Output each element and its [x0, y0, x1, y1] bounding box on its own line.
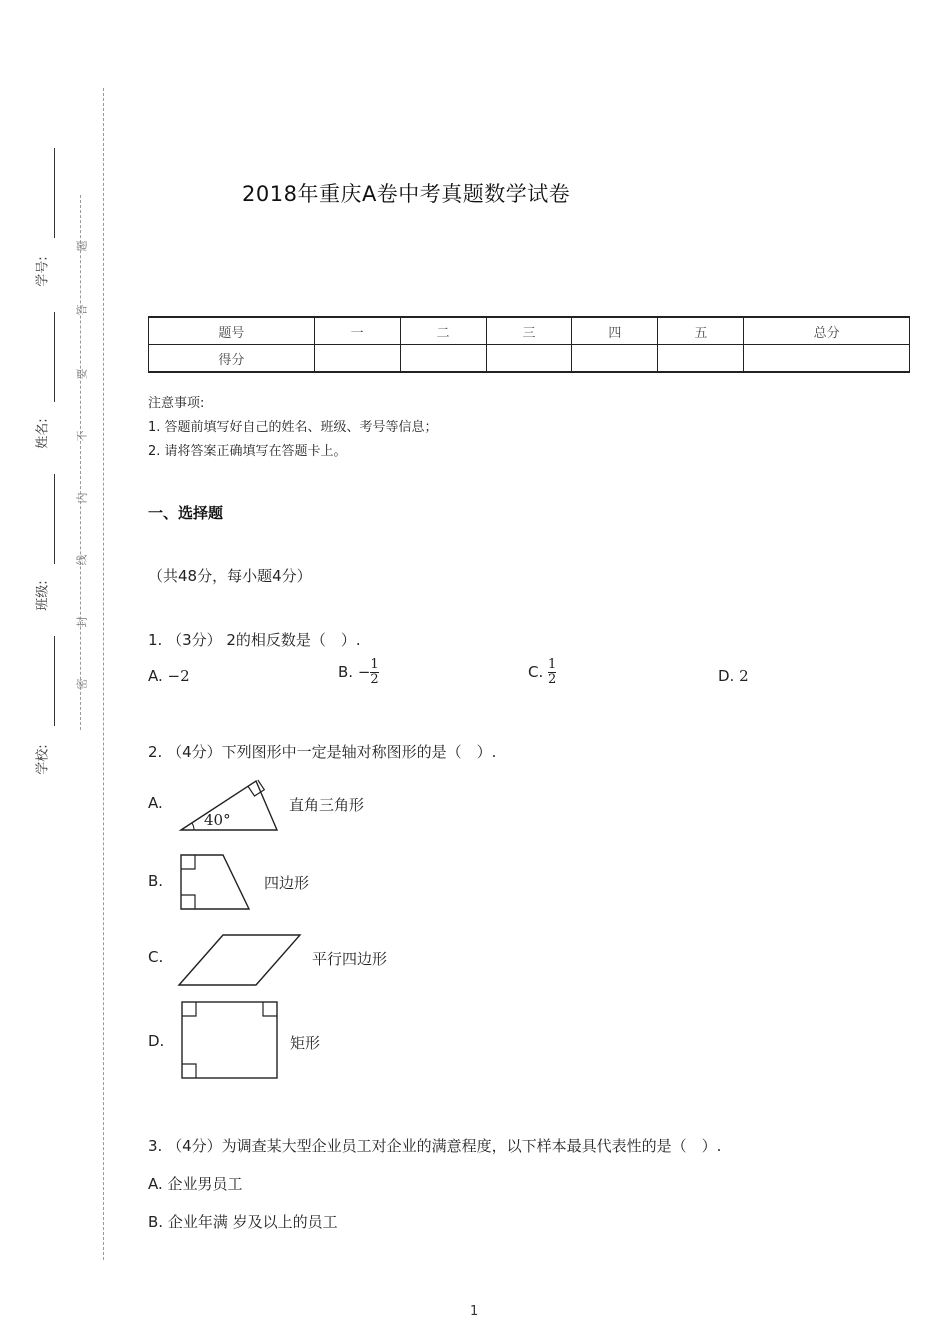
class-label: 班级: [35, 580, 51, 611]
q2-option-b-label: B. [148, 872, 164, 890]
school-underline [54, 636, 55, 726]
score-cell [744, 345, 910, 373]
q1-option-a-label: A. [148, 667, 163, 685]
question-3-stem: 3. （4分）为调查某大型企业员工对企业的满意程度，以下样本最具代表性的是（ ）. [148, 1137, 722, 1155]
seal-char: 封 [75, 616, 89, 628]
notes-item: 2. 请将答案正确填写在答题卡上。 [148, 444, 347, 459]
score-table-header: 二 [400, 317, 486, 345]
score-table-header: 题号 [149, 317, 315, 345]
angle-label: 40° [204, 811, 231, 829]
q3-option-a: A. 企业男员工 [148, 1175, 243, 1193]
score-table-header: 四 [572, 317, 658, 345]
seal-char: 不 [75, 430, 89, 442]
fraction-numerator: 1 [548, 657, 557, 672]
score-table-header: 五 [658, 317, 744, 345]
q2-option-a-text: 直角三角形 [289, 796, 365, 814]
score-table-header: 一 [314, 317, 400, 345]
score-cell [314, 345, 400, 373]
q3-option-b: B. 企业年满 岁及以上的员工 [148, 1213, 338, 1231]
seal-char: 要 [75, 368, 89, 380]
seal-char: 答 [75, 304, 89, 316]
seal-char: 内 [75, 492, 89, 504]
q1-option-c-fraction [548, 658, 556, 687]
q2-option-d-label: D. [148, 1032, 165, 1050]
score-cell [400, 345, 486, 373]
q1-option-c-label: C. [528, 663, 544, 681]
q1-option-b-sign: − [357, 663, 371, 681]
score-cell [658, 345, 744, 373]
name-underline [54, 312, 55, 402]
notes-item: 1. 答题前填写好自己的姓名、班级、考号等信息； [148, 420, 438, 435]
fraction-denominator: 2 [370, 672, 379, 687]
seal-char: 密 [75, 678, 89, 690]
q1-option-d-label: D. [718, 667, 735, 685]
question-2-stem: 2. （4分）下列图形中一定是轴对称图形的是（ ）. [148, 743, 497, 761]
question-1-stem: 1. （3分） 2的相反数是（ ）. [148, 631, 361, 649]
score-cell [572, 345, 658, 373]
seal-char: 题 [75, 240, 89, 252]
name-label: 姓名: [35, 418, 51, 449]
score-table-header-row [149, 317, 910, 345]
quadrilateral-figure [178, 852, 254, 912]
q1-option-b-fraction [370, 658, 378, 687]
seal-char: 线 [75, 554, 89, 566]
fraction-denominator: 2 [548, 672, 557, 687]
q1-option-d-value: 2 [739, 667, 749, 685]
rectangle-figure [179, 999, 281, 1081]
page-number: 1 [470, 1304, 479, 1319]
fraction-numerator: 1 [370, 657, 379, 672]
q2-option-b-text: 四边形 [264, 874, 310, 892]
score-table [148, 316, 910, 373]
section-title: 一、选择题 [148, 504, 224, 522]
q2-option-c-label: C. [148, 948, 164, 966]
student-id-label: 学号: [35, 256, 51, 287]
q2-option-a-label: A. [148, 794, 163, 812]
q1-option-a-value: −2 [167, 667, 190, 685]
q2-option-d-text: 矩形 [290, 1034, 321, 1052]
school-label: 学校: [35, 744, 51, 775]
page-title: 2018年重庆A卷中考真题数学试卷 [242, 182, 571, 206]
notes-heading: 注意事项: [148, 396, 205, 411]
right-triangle-figure [178, 778, 282, 834]
binding-dashed-line-left [80, 195, 81, 730]
parallelogram-figure [176, 932, 304, 988]
binding-dashed-line-right [103, 88, 104, 1260]
score-row-label: 得分 [149, 345, 315, 373]
q2-option-c-text: 平行四边形 [312, 950, 388, 968]
student-id-underline [54, 148, 55, 238]
score-table-header: 总分 [744, 317, 910, 345]
q1-option-c [528, 658, 556, 687]
q1-option-d [718, 667, 749, 685]
section-subtitle: （共48分，每小题4分） [148, 567, 312, 585]
score-table-header: 三 [486, 317, 572, 345]
q1-option-b [338, 658, 379, 687]
q1-option-b-label: B. [338, 663, 354, 681]
class-underline [54, 474, 55, 564]
q1-option-a [148, 667, 190, 685]
score-cell [486, 345, 572, 373]
score-table-score-row [149, 345, 910, 373]
